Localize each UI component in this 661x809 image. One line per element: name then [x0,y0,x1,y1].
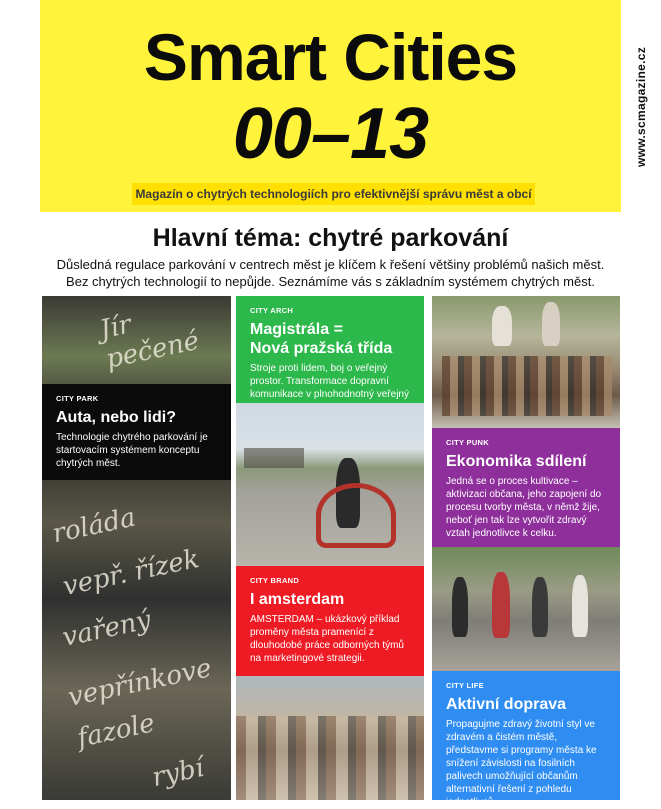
article-text: Propagujme zdravý životní styl ve zdravém a čistém městě, představme si programy města ke snížení závislosti na fosilních palivech umožňující občanům alternativní řešení z pohledu jednotlivců. [446,719,597,808]
article-text: Technologie chytrého parkování je startovacím systémem konceptu chytrých měst. [56,432,208,469]
article-category: CITY ARCH [250,306,294,315]
street-rocking-chair-photo [236,403,424,566]
article-title: Auta, nebo lidi? [56,409,176,426]
cyclists-photo [432,547,620,671]
handwriting: vařený [59,605,154,653]
website-url[interactable] [627,34,655,194]
lead-text-line-1: Důsledná regulace parkování v centrech měst je klíčem k řešení většiny problémů našich měst. [56,257,605,272]
article-title: I amsterdam [250,591,345,608]
article-city-park[interactable] [42,384,231,480]
menu-window-photo [42,296,231,800]
website-url-text: www.scmagazine.cz [634,46,648,168]
tagline: Magazín o chytrých technologiích pro efektivnější správu měst a obcí [132,183,535,205]
article-category: CITY LIFE [446,681,484,690]
shoes-on-ground [442,356,612,416]
red-rocking-chair [316,483,396,548]
article-title: Aktivní doprava [446,696,567,713]
lead-text-line-2: Bez chytrých technologií to nepůjde. Seznámíme vás s základním systémem chytrých měst. [66,274,595,289]
cyclist-figure [572,575,588,637]
article-category: CITY BRAND [250,576,300,585]
cyclist-figure [492,572,510,638]
flea-market-photo [432,296,620,428]
article-title [250,320,410,358]
handwriting: rybí [149,752,207,794]
article-category: CITY PUNK [446,438,489,447]
article-title-line-2: Nová pražská třída [250,340,393,357]
person-figure [492,306,512,346]
cover-header [40,0,621,212]
issue-number: 00–13 [232,94,429,174]
article-title: Ekonomika sdílení [446,453,587,470]
article-category: CITY PARK [56,394,99,403]
handwriting: fazole [74,708,158,754]
magazine-title: Smart Cities [143,20,518,94]
article-city-punk[interactable] [432,428,620,547]
handwriting: roláda [49,502,139,550]
handwriting: Jír pečené [97,309,202,375]
cyclist-figure [532,577,548,637]
main-headline: Hlavní téma: chytré parkování [152,224,509,252]
handwriting: vepřínkove [65,653,215,713]
article-text: Stroje proti lidem, boj o veřejný prostor. Transformace dopravní komunikace v plnohodnotný veřejný [250,363,409,400]
crowd [244,448,304,468]
article-city-brand[interactable] [236,566,424,676]
article-city-life[interactable] [432,671,620,808]
crowd [236,716,424,800]
cyclist-figure [452,577,468,637]
handwriting: vepř. řízek [60,543,203,603]
article-title-line-1: Magistrála = [250,321,343,338]
article-text: AMSTERDAM – ukázkový příklad proměny města pramenící z dlouhodobé práce odborných týmů na marketingové strategii. [250,614,404,664]
street-market-photo [236,676,424,800]
person-figure [542,302,560,346]
article-city-arch[interactable] [236,296,424,403]
article-text: Jedná se o proces kultivace – aktivizaci občana, jeho zapojení do procesu tvorby města, v němž žije, neboť jen tak lze vytvořit zdravý vztah jednotlivce k celku. [446,476,602,539]
